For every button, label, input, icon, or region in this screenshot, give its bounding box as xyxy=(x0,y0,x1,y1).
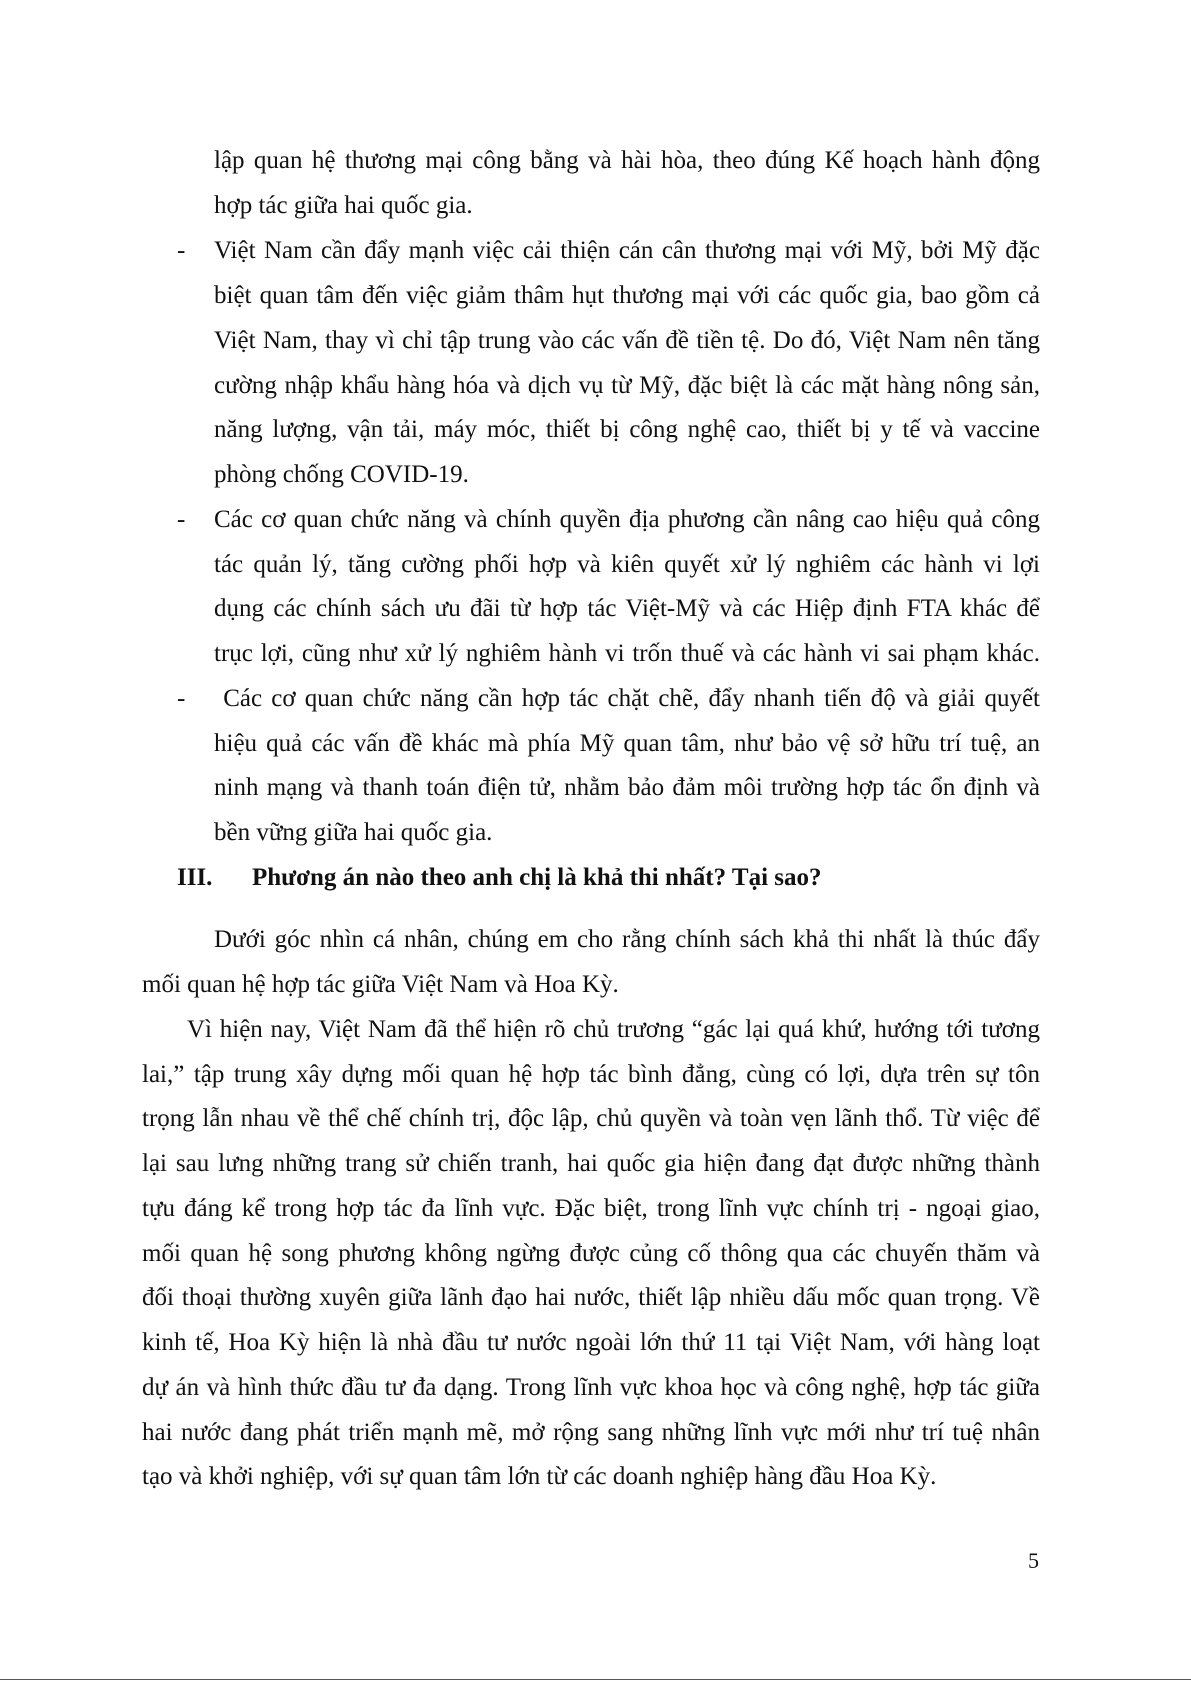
paragraph-line: dự án và hình thức đầu tư đa dạng. Trong lĩnh vực khoa học và công nghệ, hợp tác giữa xyxy=(142,1374,1040,1401)
bullet-dash: - xyxy=(177,237,186,264)
continuation-line: lập quan hệ thương mại công bằng và hài hòa, theo đúng Kế hoạch hành động xyxy=(214,147,1040,174)
continuation-line: hợp tác giữa hai quốc gia. xyxy=(214,192,473,219)
bullet-dash: - xyxy=(177,506,186,533)
paragraph-line: tựu đáng kể trong hợp tác đa lĩnh vực. Đặc biệt, trong lĩnh vực chính trị - ngoại giao, xyxy=(142,1195,1040,1222)
bullet-line: Các cơ quan chức năng và chính quyền địa phương cần nâng cao hiệu quả công xyxy=(214,506,1040,533)
paragraph-line: mối quan hệ song phương không ngừng được củng cố thông qua các chuyến thăm và xyxy=(142,1240,1040,1267)
bullet-line: bền vững giữa hai quốc gia. xyxy=(214,819,493,846)
page-number: 5 xyxy=(1028,1548,1039,1573)
bullet-line: Việt Nam, thay vì chỉ tập trung vào các vấn đề tiền tệ. Do đó, Việt Nam nên tăng xyxy=(214,327,1040,354)
bullet-line: năng lượng, vận tải, máy móc, thiết bị công nghệ cao, thiết bị y tế và vaccine xyxy=(214,416,1040,443)
bullet-line: Các cơ quan chức năng cần hợp tác chặt chẽ, đẩy nhanh tiến độ và giải quyết xyxy=(214,685,1040,712)
section-title: Phương án nào theo anh chị là khả thi nhất? Tại sao? xyxy=(252,864,822,891)
bullet-line: ninh mạng và thanh toán điện tử, nhằm bảo đảm môi trường hợp tác ổn định và xyxy=(214,774,1040,801)
bullet-line: cường nhập khẩu hàng hóa và dịch vụ từ Mỹ, đặc biệt là các mặt hàng nông sản, xyxy=(214,372,1040,399)
paragraph-line: tạo và khởi nghiệp, với sự quan tâm lớn từ các doanh nghiệp hàng đầu Hoa Kỳ. xyxy=(142,1463,937,1490)
paragraph-line: Dưới góc nhìn cá nhân, chúng em cho rằng chính sách khả thi nhất là thúc đẩy xyxy=(214,926,1040,953)
bullet-line: tác quản lý, tăng cường phối hợp và kiên quyết xử lý nghiêm các hành vi lợi xyxy=(214,551,1040,578)
bottom-border-line xyxy=(0,1679,1191,1680)
section-number: III. xyxy=(177,864,213,891)
paragraph-line: Vì hiện nay, Việt Nam đã thể hiện rõ chủ trương “gác lại quá khứ, hướng tới tương xyxy=(187,1016,1040,1043)
bullet-line: phòng chống COVID-19. xyxy=(214,461,469,488)
paragraph-line: mối quan hệ hợp tác giữa Việt Nam và Hoa Kỳ. xyxy=(142,971,619,998)
bullet-line: Việt Nam cần đẩy mạnh việc cải thiện cán cân thương mại với Mỹ, bởi Mỹ đặc xyxy=(214,237,1040,264)
bullet-line: hiệu quả các vấn đề khác mà phía Mỹ quan tâm, như bảo vệ sở hữu trí tuệ, an xyxy=(214,730,1040,757)
paragraph-line: hai nước đang phát triển mạnh mẽ, mở rộng sang những lĩnh vực mới như trí tuệ nhân xyxy=(142,1419,1040,1446)
bullet-line: dụng các chính sách ưu đãi từ hợp tác Việt-Mỹ và các Hiệp định FTA khác để xyxy=(214,595,1040,622)
paragraph-line: trọng lẫn nhau về thể chế chính trị, độc lập, chủ quyền và toàn vẹn lãnh thổ. Từ việc để xyxy=(142,1105,1040,1132)
bullet-line: biệt quan tâm đến việc giảm thâm hụt thương mại với các quốc gia, bao gồm cả xyxy=(214,282,1040,309)
paragraph-line: kinh tế, Hoa Kỳ hiện là nhà đầu tư nước ngoài lớn thứ 11 tại Việt Nam, với hàng loạt xyxy=(142,1329,1040,1356)
paragraph-line: lại sau lưng những trang sử chiến tranh, hai quốc gia hiện đang đạt được những thành xyxy=(142,1150,1040,1177)
bullet-dash: - xyxy=(177,685,186,712)
bullet-line: trục lợi, cũng như xử lý nghiêm hành vi trốn thuế và các hành vi sai phạm khác. xyxy=(214,640,1040,667)
paragraph-line: đối thoại thường xuyên giữa lãnh đạo hai nước, thiết lập nhiều dấu mốc quan trọng. Về xyxy=(142,1284,1040,1311)
paragraph-line: lai,” tập trung xây dựng mối quan hệ hợp tác bình đẳng, cùng có lợi, dựa trên sự tôn xyxy=(142,1061,1040,1088)
